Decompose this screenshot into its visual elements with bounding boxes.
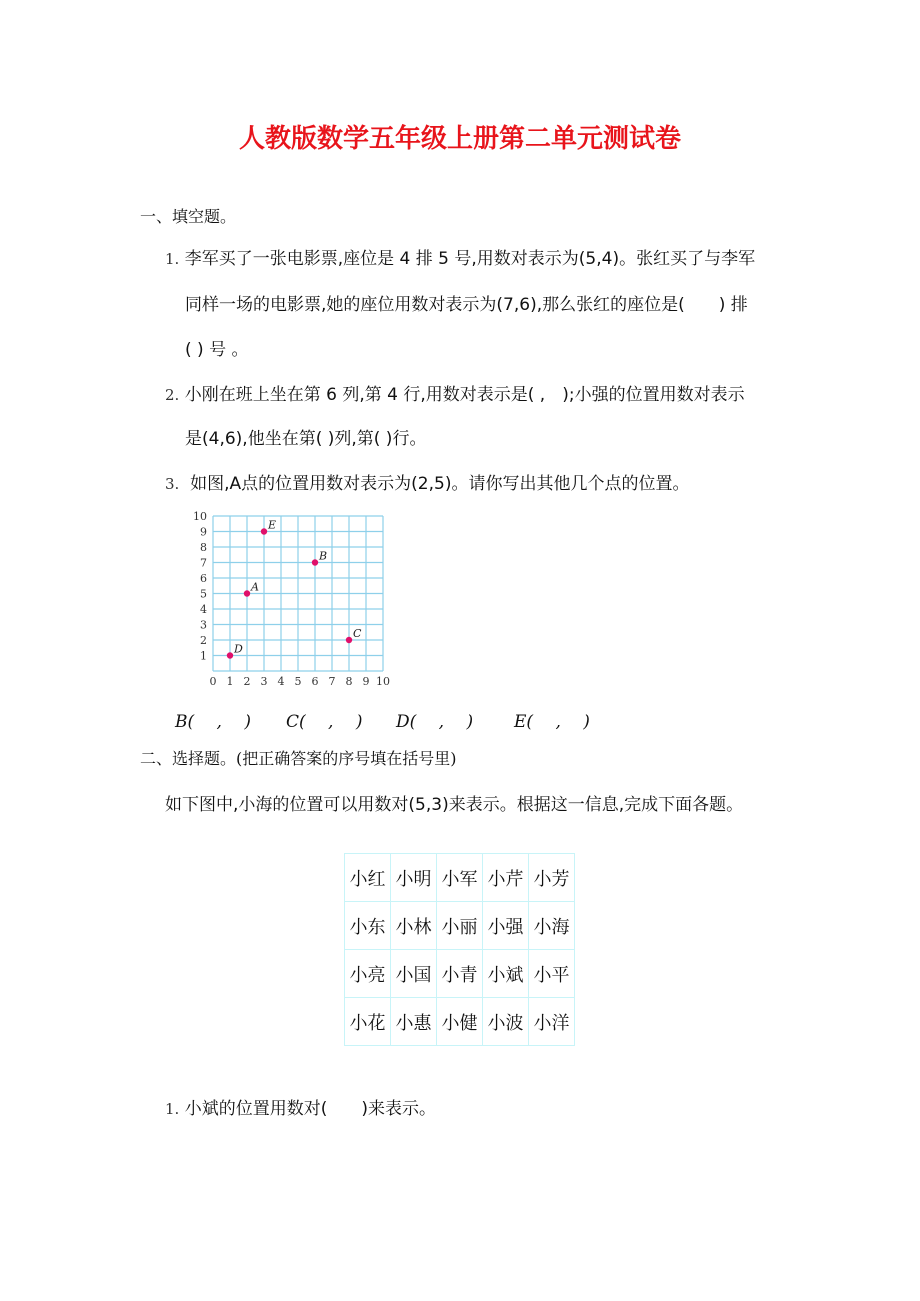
question-1-line1 — [165, 244, 755, 269]
x-tick-label: 0 — [209, 675, 217, 688]
seat-cell: 小青 — [437, 950, 483, 998]
question-1-line2: 同样一场的电影票,她的座位用数对表示为(7,6),那么张红的座位是( ) 排 — [185, 295, 748, 315]
seat-cell: 小惠 — [391, 998, 437, 1046]
seat-cell: 小林 — [391, 902, 437, 950]
question-number: 1. — [165, 250, 180, 268]
question-text: 小斌的位置用数对( )来表示。 — [184, 1099, 436, 1119]
seat-cell: 小明 — [391, 854, 437, 902]
point-d — [227, 652, 233, 658]
x-tick-label: 9 — [362, 675, 370, 688]
y-tick-label: 5 — [200, 587, 207, 601]
seat-cell: 小丽 — [437, 902, 483, 950]
seat-row — [345, 998, 575, 1046]
seat-row — [345, 950, 575, 998]
question-2-line2: 是(4,6),他坐在第( )列,第( )行。 — [185, 429, 427, 449]
section2-heading: 二、选择题。(把正确答案的序号填在括号里) — [140, 749, 457, 768]
section2-question-1 — [165, 1094, 436, 1119]
answer-b[interactable]: B( , ) — [175, 712, 251, 732]
y-tick-label: 2 — [200, 634, 207, 647]
x-tick-label: 5 — [294, 675, 302, 688]
question-text: 如图,A点的位置用数对表示为(2,5)。请你写出其他几个点的位置。 — [190, 474, 690, 494]
seat-cell: 小国 — [391, 950, 437, 998]
point-label: B — [319, 549, 328, 563]
point-c — [346, 637, 352, 643]
x-tick-label: 7 — [328, 675, 336, 688]
question-text: 小刚在班上坐在第 6 列,第 4 行,用数对表示是( , );小强的位置用数对表示 — [184, 385, 745, 405]
point-e — [261, 528, 267, 534]
page-title: 人教版数学五年级上册第二单元测试卷 — [238, 124, 681, 154]
y-tick-label: 7 — [200, 556, 207, 570]
seat-cell: 小芳 — [529, 854, 575, 902]
seat-cell: 小波 — [483, 998, 529, 1046]
section1-heading: 一、填空题。 — [140, 207, 237, 226]
x-tick-label: 10 — [376, 675, 390, 688]
seat-cell: 小斌 — [483, 950, 529, 998]
seat-cell: 小强 — [483, 902, 529, 950]
x-tick-label: 2 — [243, 675, 251, 688]
section2-intro: 如下图中,小海的位置可以用数对(5,3)来表示。根据这一信息,完成下面各题。 — [165, 795, 744, 815]
seating-table — [344, 853, 575, 1046]
y-tick-label: 10 — [193, 510, 207, 523]
seat-cell: 小芹 — [483, 854, 529, 902]
seat-cell: 小军 — [437, 854, 483, 902]
y-tick-label: 1 — [200, 649, 207, 663]
question-text: 李军买了一张电影票,座位是 4 排 5 号,用数对表示为(5,4)。张红买了与李军 — [184, 249, 756, 269]
point-a — [244, 590, 250, 596]
seat-cell: 小健 — [437, 998, 483, 1046]
y-tick-label: 4 — [200, 603, 207, 616]
point-label: E — [268, 518, 277, 532]
seat-row — [345, 902, 575, 950]
answer-e[interactable]: E( , ) — [514, 712, 590, 732]
question-3-line1 — [165, 469, 689, 494]
coordinate-grid — [180, 505, 400, 690]
question-number: 1. — [165, 1100, 180, 1118]
question-1-line3: ( ) 号 。 — [185, 340, 249, 360]
y-tick-label: 3 — [200, 618, 207, 632]
x-tick-label: 3 — [260, 675, 268, 688]
point-label: A — [251, 580, 259, 594]
seat-cell: 小亮 — [345, 950, 391, 998]
seat-cell: 小平 — [529, 950, 575, 998]
question-number: 2. — [165, 386, 180, 404]
seat-cell: 小花 — [345, 998, 391, 1046]
y-tick-label: 8 — [200, 541, 207, 554]
answer-d[interactable]: D( , ) — [396, 712, 474, 732]
x-tick-label: 1 — [226, 675, 234, 688]
x-tick-label: 6 — [311, 675, 319, 688]
seat-row — [345, 854, 575, 902]
x-tick-label: 4 — [277, 675, 285, 688]
answer-c[interactable]: C( , ) — [286, 712, 363, 732]
seat-cell: 小东 — [345, 902, 391, 950]
question-2-line1 — [165, 380, 745, 405]
seat-cell: 小红 — [345, 854, 391, 902]
question-number: 3. — [165, 475, 180, 493]
seat-cell: 小海 — [529, 902, 575, 950]
x-tick-label: 8 — [345, 675, 353, 688]
point-b — [312, 559, 318, 565]
y-tick-label: 6 — [200, 572, 207, 585]
point-label: D — [234, 642, 243, 656]
point-label: C — [353, 627, 362, 640]
y-tick-label: 9 — [200, 525, 207, 539]
seat-cell: 小洋 — [529, 998, 575, 1046]
